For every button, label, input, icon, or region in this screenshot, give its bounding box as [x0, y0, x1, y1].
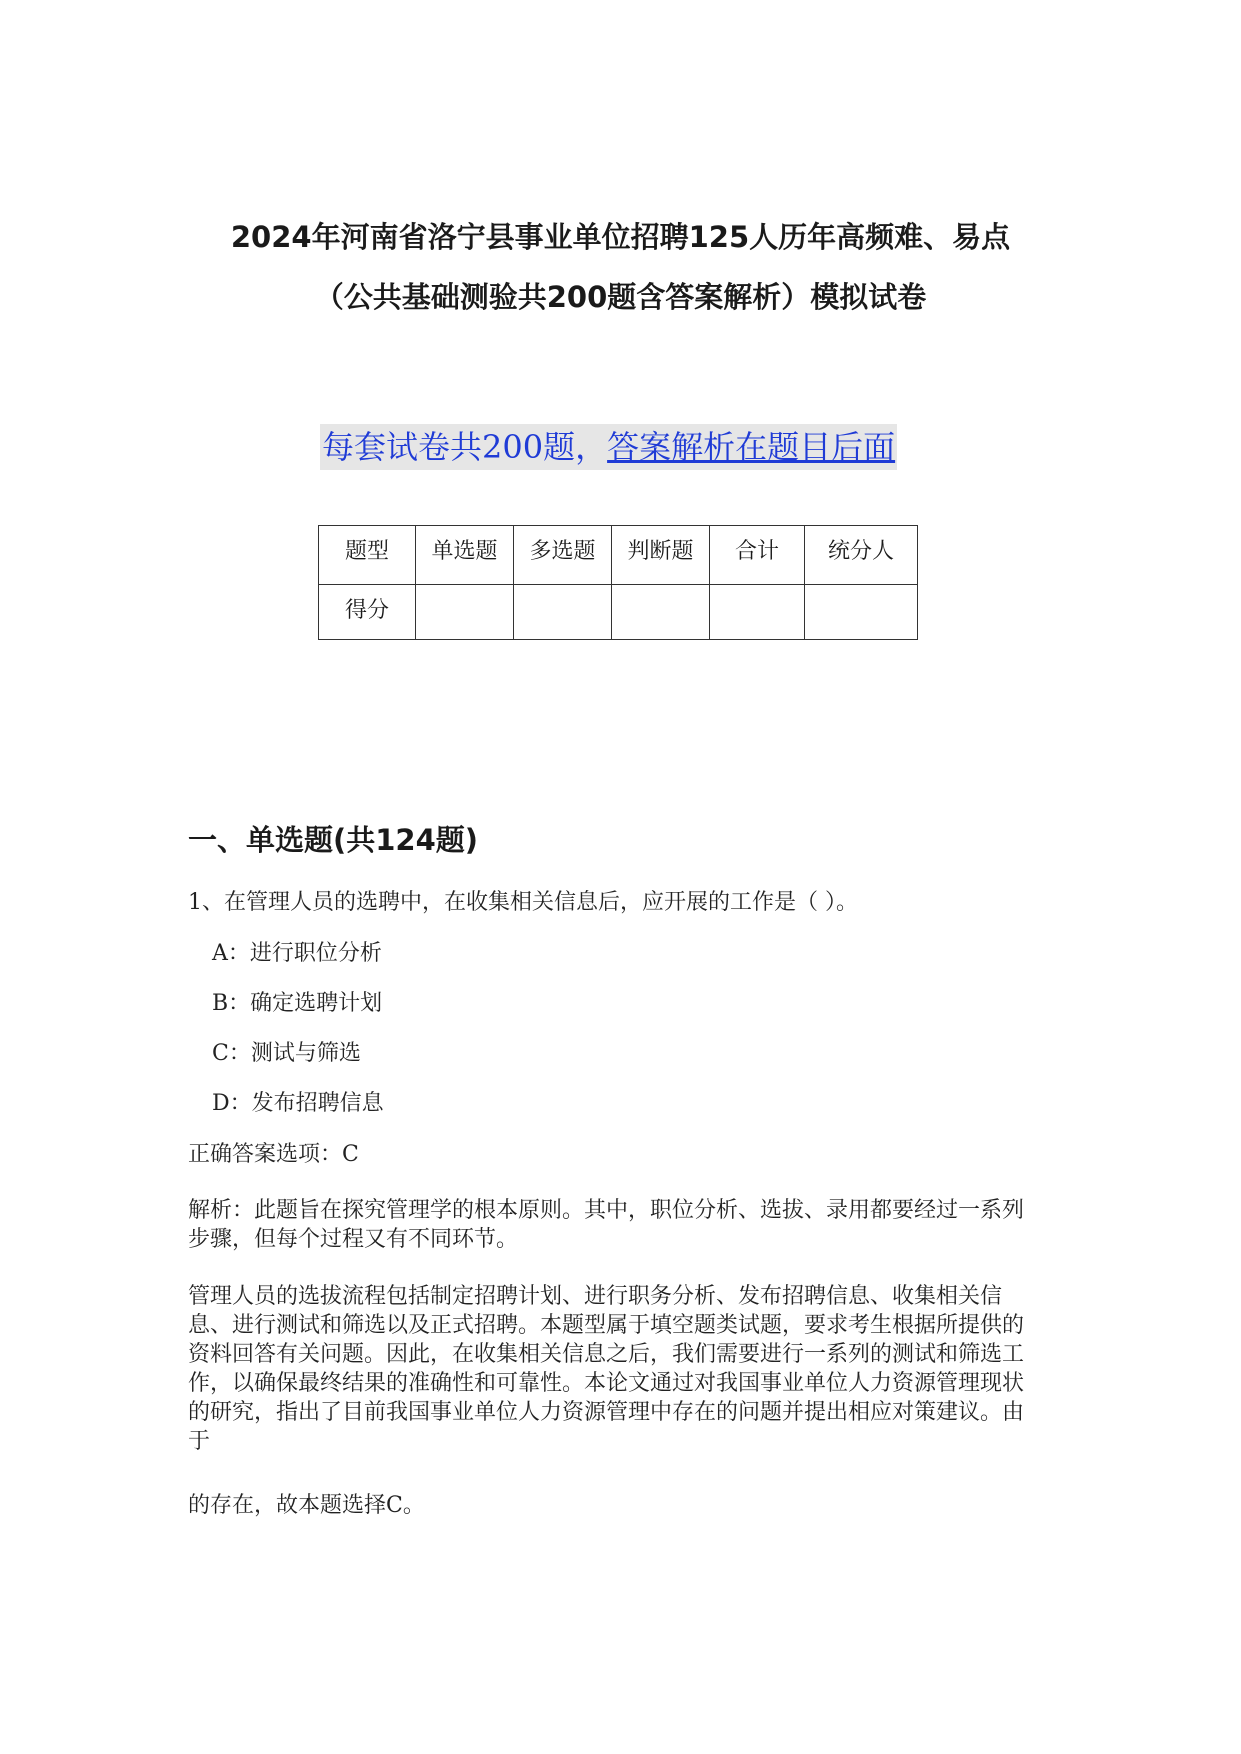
score-table [318, 525, 918, 640]
score-cell-single [416, 585, 514, 640]
score-table-header-row [319, 526, 918, 585]
header-cell-total: 合计 [710, 526, 805, 585]
header-cell-type: 题型 [319, 526, 416, 585]
question-stem: 1、在管理人员的选聘中，在收集相关信息后，应开展的工作是（ ）。 [188, 890, 858, 915]
score-cell-scorer [805, 585, 918, 640]
title-line-1: 2024年河南省洛宁县事业单位招聘125人历年高频难、易点 [230, 220, 1011, 254]
document-title [140, 207, 1101, 327]
analysis-paragraph-2: 管理人员的选拔流程包括制定招聘计划、进行职务分析、发布招聘信息、收集相关信息、进行测试和筛选以及正式招聘。本题型属于填空题类试题，要求考生根据所提供的资料回答有关问题。因此，在收集相关信息之后，我们需要进行一系列的测试和筛选工作，以确保最终结果的准确性和可靠性。本论文通过对我国事业单位人力资源管理现状的研究，指出了目前我国事业单位人力资源管理中存在的问题并提出相应对策建议。由于 [188, 1284, 1025, 1454]
score-cell-judge [612, 585, 710, 640]
banner-text: 每套试卷共200题， [322, 428, 608, 466]
option-c: C：测试与筛选 [212, 1041, 361, 1066]
header-cell-scorer: 统分人 [805, 526, 918, 585]
header-cell-multi: 多选题 [514, 526, 612, 585]
option-a: A：进行职位分析 [212, 941, 382, 966]
title-line-2: （公共基础测验共200题含答案解析）模拟试卷 [314, 280, 927, 314]
option-b: B：确定选聘计划 [212, 991, 383, 1016]
section-heading: 一、单选题(共124题) [188, 823, 479, 857]
score-cell-multi [514, 585, 612, 640]
score-table-score-row [319, 585, 918, 640]
option-d: D：发布招聘信息 [212, 1091, 384, 1116]
score-row-label: 得分 [319, 585, 416, 640]
analysis-paragraph-3: 的存在，故本题选择C。 [188, 1493, 425, 1518]
banner-notice [320, 424, 897, 470]
analysis-paragraph-1: 解析：此题旨在探究管理学的根本原则。其中，职位分析、选拔、录用都要经过一系列步骤，但每个过程又有不同环节。 [188, 1198, 1025, 1252]
header-cell-judge: 判断题 [612, 526, 710, 585]
score-cell-total [710, 585, 805, 640]
answer-line: 正确答案选项：C [188, 1142, 359, 1167]
header-cell-single: 单选题 [416, 526, 514, 585]
banner-link[interactable]: 答案解析在题目后面 [607, 428, 896, 466]
